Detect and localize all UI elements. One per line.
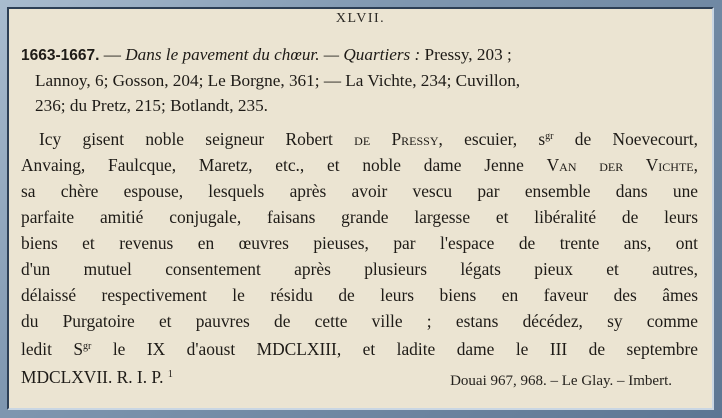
document-panel <box>7 7 714 410</box>
source-citation: Douai 967, 968. – Le Glay. – Imbert. <box>450 373 672 389</box>
quarters-line-3: 236; du Pretz, 215; Botlandt, 235. <box>35 96 268 115</box>
inscription-number: XLVII. <box>335 11 386 26</box>
quarters-line-2: Lannoy, 6; Gosson, 204; Le Borgne, 361; — La Vichte, 234; Cuvillon, <box>35 71 521 90</box>
body-line-7: délaissé respectivement le résidu de leurs biens en faveur des âmes <box>21 285 698 305</box>
body-text: Anvaing, Faulcque, Maretz, etc., et noble dame Jenne <box>21 155 547 175</box>
body-text: ledit S <box>21 339 84 359</box>
body-line-5: biens et revenus en œuvres pieuses, par l'espace de trente ans, ont <box>21 233 698 253</box>
superscript: gr <box>545 131 554 142</box>
body-text: , escuier, s <box>438 129 546 149</box>
inscription-body <box>21 124 698 390</box>
location-text: Dans le pavement du chœur. — Quartiers : <box>125 45 421 64</box>
heading-line-1 <box>21 42 702 68</box>
footnote-marker: 1 <box>167 369 173 380</box>
person-name: Van der Vichte <box>546 155 694 175</box>
body-line-3: sa chère espouse, lesquels après avoir vescu par ensemble dans une <box>21 181 698 201</box>
body-line-9 <box>21 334 698 362</box>
date-range: 1663-1667. <box>21 47 100 64</box>
body-line-1 <box>21 124 698 152</box>
body-line-8: du Purgatoire et pauvres de cette ville ; estans décédez, sy comme <box>21 311 698 331</box>
body-text: MDCLXVII. R. I. P. <box>21 367 168 387</box>
superscript: gr <box>83 341 92 352</box>
body-line-6: d'un mutuel consentement après plusieurs légats pieux et autres, <box>21 259 698 279</box>
body-text: , <box>693 155 698 175</box>
quarters-line-1: Pressy, 203 ; <box>420 45 512 64</box>
body-text: de Noevecourt, <box>553 129 698 149</box>
inscription-heading <box>21 42 702 118</box>
body-line-4: parfaite amitié conjugale, faisans grande largesse et libéralité de leurs <box>21 207 698 227</box>
body-line-2 <box>21 152 698 178</box>
body-text: le IX d'aoust MDCLXIII, et ladite dame le III de septembre <box>91 339 698 359</box>
heading-dash: — <box>99 45 126 64</box>
document-page <box>9 9 712 408</box>
person-name: de Pressy <box>354 129 439 149</box>
body-text: Icy gisent noble seigneur Robert <box>39 129 355 149</box>
